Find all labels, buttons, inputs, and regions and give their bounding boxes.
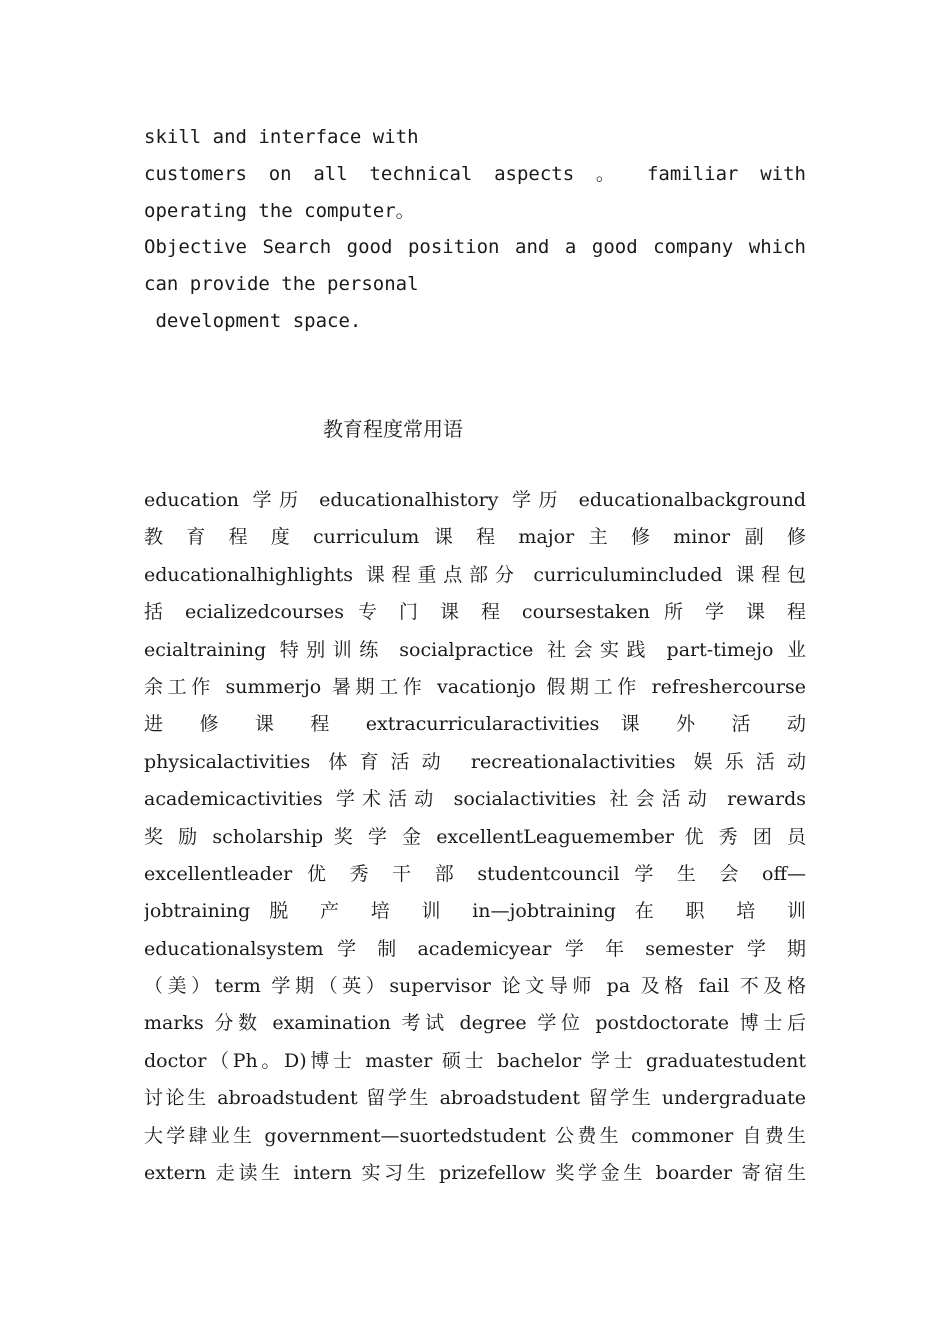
- paragraph-line: education 学历 educationalhistory 学历 educationalbackground: [144, 489, 806, 511]
- paragraph-line: jobtraining 脱 产 培 训 in—jobtraining 在 职 培 训: [144, 900, 806, 923]
- paragraph-line: ecialtraining 特别训练 socialpractice 社会实践 part-timejo 业: [144, 638, 806, 661]
- intro-line-6: development space.: [144, 310, 362, 332]
- paragraph-line: marks 分数 examination 考试 degree 学位 postdoctorate 博士后: [144, 1012, 806, 1035]
- vocabulary-paragraph: [144, 482, 806, 1192]
- paragraph-line: 讨论生 abroadstudent 留学生 abroadstudent 留学生 undergraduate: [144, 1087, 806, 1110]
- paragraph-line: 奖 励 scholarship 奖 学 金 excellentLeaguemember 优 秀 团 员: [144, 825, 806, 848]
- paragraph-line: 进 修 课 程 extracurricularactivities 课 外 活 动: [144, 713, 806, 736]
- paragraph-line: academicactivities 学术活动 socialactivities 社会活动 rewards: [144, 788, 806, 811]
- section-heading: 教育程度常用语: [323, 417, 463, 441]
- paragraph-line: doctor（Ph。D)博士 master 硕士 bachelor 学士 graduatestudent: [144, 1049, 806, 1072]
- intro-line-objective: Objective Search good position and a good company which: [144, 236, 806, 258]
- paragraph-line: educationalsystem 学 制 academicyear 学 年 semester 学 期: [144, 937, 806, 960]
- paragraph-line: extern 走读生 intern 实习生 prizefellow 奖学金生 boarder 寄宿生: [144, 1162, 806, 1185]
- paragraph-line: 大学肆业生 government—suortedstudent 公费生 commoner 自费生: [144, 1124, 806, 1147]
- paragraph-line: 括 ecializedcourses 专 门 课 程 coursestaken 所 学 课 程: [144, 601, 806, 624]
- paragraph-line: 余工作 summerjo 暑期工作 vacationjo 假期工作 refreshercourse: [144, 675, 806, 698]
- intro-line-5: can provide the personal: [144, 273, 419, 295]
- paragraph-line: excellentleader 优 秀 干 部 studentcouncil 学 生 会 off—: [144, 862, 806, 885]
- intro-line-3: operating the computer。: [144, 200, 415, 222]
- paragraph-line: educationalhighlights 课程重点部分 curriculumincluded 课程包: [144, 563, 806, 586]
- paragraph-line: physicalactivities 体育活动 recreationalactivities 娱乐活动: [144, 750, 806, 773]
- paragraph-line: 教 育 程 度 curriculum 课 程 major 主 修 minor 副 修: [144, 526, 806, 549]
- intro-line-1: skill and interface with: [144, 126, 419, 148]
- paragraph-line: （美）term 学期（英）supervisor 论文导师 pa 及格 fail 不及格: [144, 975, 806, 998]
- intro-line-2: customers on all technical aspects 。 familiar with: [144, 163, 806, 185]
